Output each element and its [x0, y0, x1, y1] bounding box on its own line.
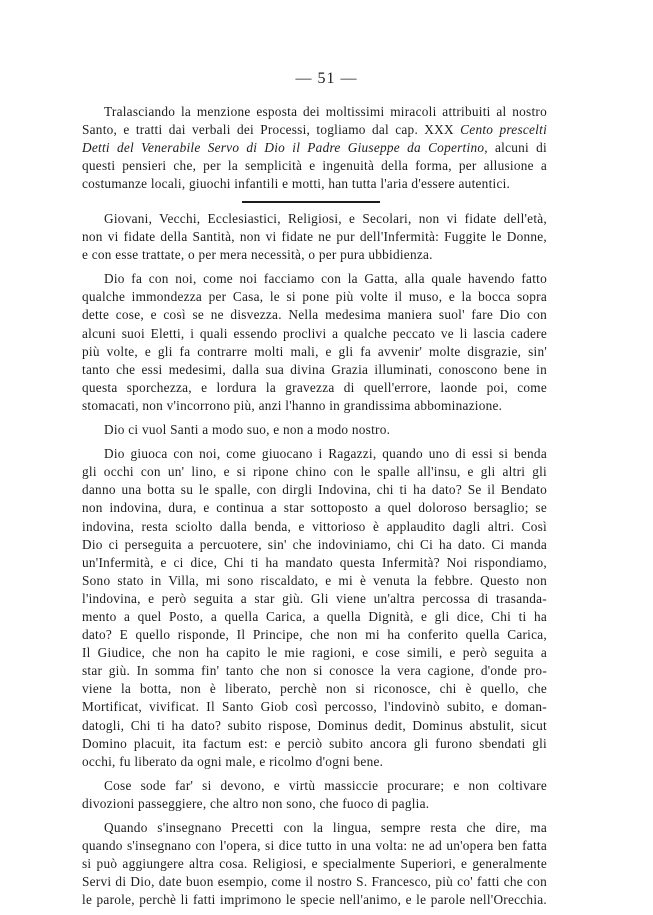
text-line: un'Infermità, e ci dice, Chi ti ha mandato questa Infermità? Noi rispondiamo,: [82, 554, 547, 570]
text-line: Il Giudice, che non ha capito le mie ragioni, e cose simili, e però seguita a: [82, 645, 547, 661]
text-line: stomacati, non v'incorrono più, anzi l'hanno in grandissima abbominazione.: [82, 397, 503, 413]
text-line: Dio fa con noi, come noi facciamo con la Gatta, alla quale havendo fatto: [104, 271, 547, 287]
text-line: l'indovina, e però seguita a star giù. Gli viene un'altra percossa di trasanda-: [82, 590, 547, 606]
text-line: Tralasciando la menzione esposta dei moltissimi miracoli attribuiti al nostro: [104, 104, 547, 119]
text-line: viene la botta, non è liberato, perchè non si riconosce, chi è quello, che: [82, 681, 547, 697]
text-line: tanto che essi medesimi, dalla sua divina Grazia illuminati, conoscono bene in: [82, 361, 547, 377]
text-line: alcuni suoi Eletti, i quali essendo proclivi a qualche peccato ve li lascia cadere: [82, 325, 547, 341]
text-line: danno una botta su le spalle, con dirgli Indovina, chi ti ha dato? Se il Bendato: [82, 482, 547, 498]
sayings-body: [82, 210, 547, 915]
text-line: datogli, Chi ti ha dato? subito rispose, Dominus dedit, Dominus abstulit, sicut: [82, 717, 547, 733]
text-line: mento a quel Posto, a quella Carica, a quella Dignità, e gli dice, Chi ti ha: [82, 608, 547, 624]
paragraph: [82, 777, 547, 813]
paragraph: [82, 445, 547, 771]
text-line: qualche immondezza per Casa, le si pone più volte il muso, e la bocca sopra: [82, 289, 547, 305]
text-line: questa sporchezza, e lordura la gravezza di quell'errore, laonde poi, come: [82, 379, 547, 395]
text-line: Cose sode far' si devono, e virtù massiccie procurare; e non coltivare: [104, 777, 547, 793]
text-line: Domino placuit, ita factum est: e perciò subito ancora gli furono sbendati gli: [82, 735, 547, 751]
text-line: occhi, fu liberato da ogni male, e ricolmo d'ogni bene.: [82, 753, 384, 769]
text-line: quando s'insegnano con l'opera, si dice tutto in una volta: ne ad un'opera ben fatta: [82, 838, 547, 854]
intro-paragraph: [82, 103, 547, 199]
italic-title-part: Detti del Venerabile Servo di Dio il Padre Giuseppe da Copertino,: [82, 140, 488, 156]
text-line: Giovani, Vecchi, Ecclesiastici, Religiosi, e Secolari, non vi fidate dell'età,: [104, 211, 547, 226]
text-line: Sono stato in Villa, mi sono riscaldato, e mi è venuta la febbre. Questo non: [82, 572, 547, 588]
text-line: costumanze locali, giuochi infantili e motti, han tutta l'aria d'essere autentici.: [82, 176, 511, 192]
text-line: Dio ci perseguita a percuotere, sin' che indoviniamo, chi Ci ha dato. Ci manda: [82, 536, 547, 552]
text-line: dato? E quello risponde, Il Principe, che non mi ha conferito quella Carica,: [82, 627, 547, 643]
text-line: più volte, e gli fa contrarre molti mali, e gli fa avvenir' molte disgrazie, sin': [82, 343, 547, 359]
text-line-part: alcuni di: [495, 140, 547, 156]
text-line: e con esse trattate, o per mera necessità, o per pura ubbidienza.: [82, 247, 433, 263]
text-line: [82, 139, 547, 157]
paragraph: [82, 421, 547, 439]
text-line-part: Santo, e tratti dai verbali dei Processi, togliamo dal cap. XXX: [82, 122, 454, 138]
text-line: dette cose, e così se ne disvezza. Nella medesima maniera suol' fare Dio con: [82, 307, 547, 323]
text-line: star giù. In somma fin' tanto che non si conosce la vera cagione, d'onde pro-: [82, 663, 547, 679]
text-line: non vi fidate della Santità, non vi fidate ne pur dell'Infermità: Fuggite le Donne,: [82, 229, 547, 245]
text-line: indovina, resta sciolto dalla benda, e vittorioso è applaudito dagli altri. Così: [82, 518, 547, 534]
text-line: gli occhi con un' lino, e si ripone chino con le spalle all'insu, e gli altri gli: [82, 464, 547, 480]
text-line: le parole, perchè li fatti imprimono le specie nell'animo, e le parole nell'Orecchia.: [82, 892, 547, 908]
text-line: non indovina, dura, e continua a star sottoposto a quel doloroso bersaglio; se: [82, 500, 547, 516]
text-line: si può aggiungere altra cosa. Religiosi, e specialmente Superiori, e generalmente: [82, 856, 547, 872]
text-line: Mortificat, vivificat. Il Santo Giob così percosso, l'indovinò subito, e doman-: [82, 699, 547, 715]
paragraph-intro: [82, 103, 547, 193]
text-line: divozioni passeggiere, che altro non sono, che fuoco di paglia.: [82, 795, 430, 811]
text-line: [82, 121, 547, 139]
text-line: Servi di Dio, date buon esempio, come il nostro S. Francesco, più co' fatti che con: [82, 874, 547, 890]
paragraph: [82, 819, 547, 909]
paragraph: [82, 210, 547, 264]
text-line: Quando s'insegnano Precetti con la lingua, sempre resta che dire, ma: [104, 820, 547, 835]
text-line: Dio ci vuol Santi a modo suo, e non a modo nostro.: [104, 422, 391, 438]
paragraph: [82, 270, 547, 415]
italic-title-part: Cento prescelti: [460, 122, 548, 138]
section-divider: [242, 201, 380, 203]
page-number: — 51 —: [295, 70, 358, 87]
text-line: questi pensieri che, per la semplicità e ingenuità della forma, per allusione a: [82, 158, 547, 174]
text-line: Dio giuoca con noi, come giuocano i Ragazzi, quando uno di essi si benda: [104, 446, 547, 462]
